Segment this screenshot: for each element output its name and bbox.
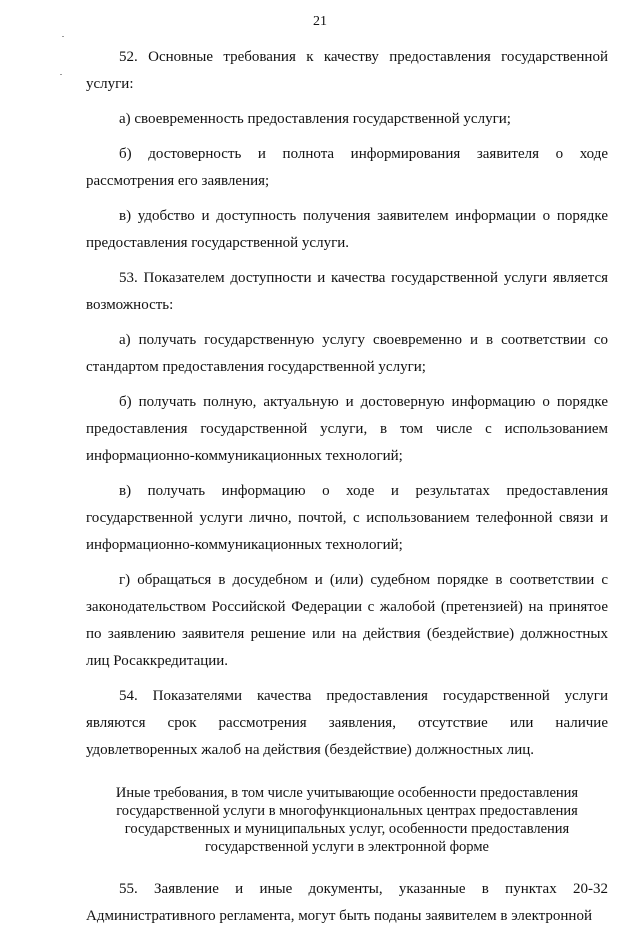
paragraph-55: 55. Заявление и иные документы, указанные в пунктах 20-32 Административного регламента, могут быть поданы заявителем в электронной [86,881,608,924]
paragraph-52-b: б) достоверность и полнота информирования заявителя о ходе рассмотрения его заявления; [86,146,608,189]
paragraph-53-a: а) получать государственную услугу своевременно и в соответствии со стандартом предоставления государственной услуги; [86,332,608,375]
paragraph-53-v: в) получать информацию о ходе и результатах предоставления государственной услуги лично, почтой, с использованием телефонной связи и информационно-коммуникационных технологий; [86,483,608,553]
paragraph-52: 52. Основные требования к качеству предоставления государственной услуги: [86,49,608,92]
paragraph-53: 53. Показателем доступности и качества государственной услуги является возможность: [86,270,608,313]
section-heading: Иные требования, в том числе учитывающие особенности предоставления государственной услуги в многофункциональных центрах предоставления государственных и муниципальных услуг, особенности предоставления государственной услуги в электронной форме [115,785,579,855]
paragraph-53-g: г) обращаться в досудебном и (или) судебном порядке в соответствии с законодательством Российской Федерации с жалобой (претензией) на принятое по заявлению заявителя решение или на действия (бездействие) должностных лиц Росаккредитации. [86,572,608,669]
scan-mark [62,36,64,37]
document-body [86,44,608,938]
paragraph-54: 54. Показателями качества предоставления государственной услуги являются срок рассмотрения заявления, отсутствие или наличие удовлетворенных жалоб на действия (бездействие) должностных лиц. [86,688,608,758]
page-number: 21 [313,14,327,29]
paragraph-52-v: в) удобство и доступность получения заявителем информации о порядке предоставления государственной услуги. [86,208,608,251]
paragraph-52-a: а) своевременность предоставления государственной услуги; [119,111,511,127]
paragraph-53-b: б) получать полную, актуальную и достоверную информацию о порядке предоставления государственной услуги, в том числе с использованием информационно-коммуникационных технологий; [86,394,608,464]
scan-mark [60,74,62,75]
